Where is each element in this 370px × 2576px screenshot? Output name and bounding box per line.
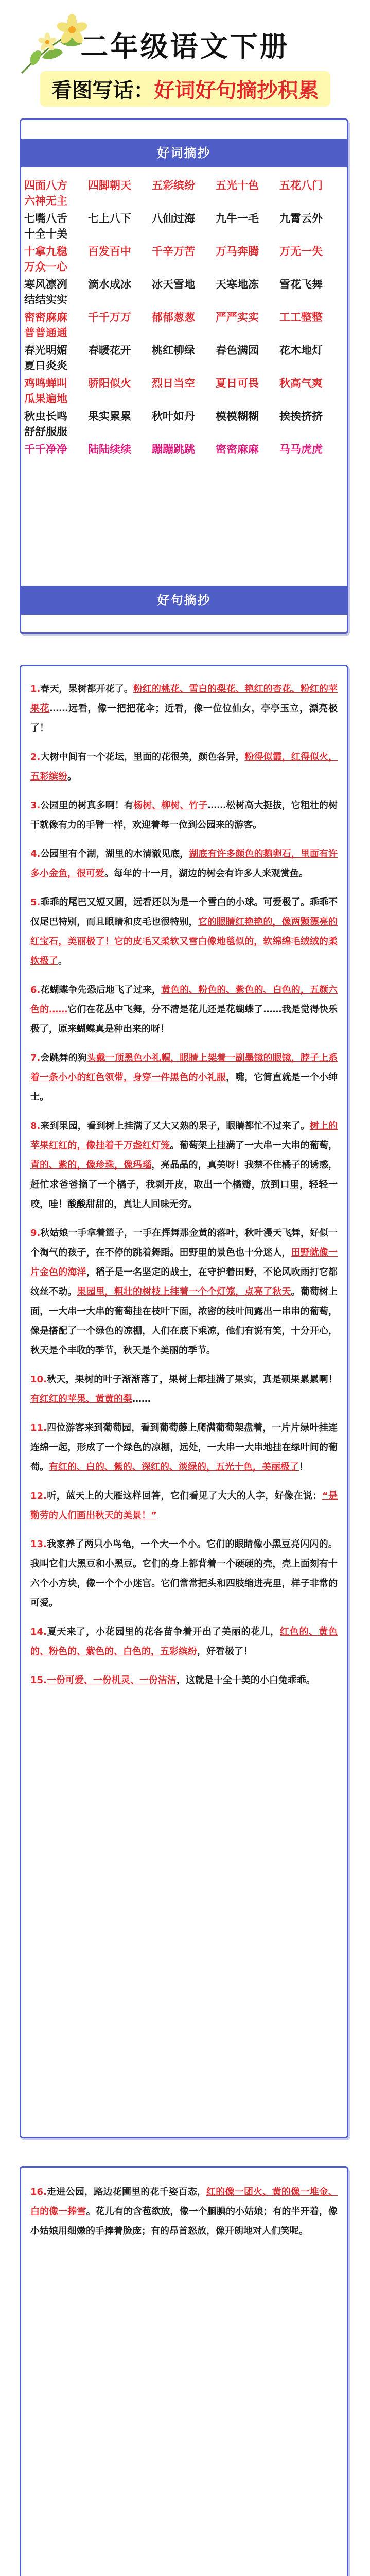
sentence-highlight: 它的眼睛红艳艳的，像两颗漂亮的红宝石，美丽极了！它的皮毛又柔软又雪白像地毯似的，软绵绵毛绒绒的柔软极了 xyxy=(30,917,338,967)
sentence-item xyxy=(30,1224,338,1361)
word-item: 秋叶如丹 xyxy=(152,410,195,422)
sentence-highlight: 湖底有许多颜色的鹅卵石，里面有许多小金鱼，很可爱 xyxy=(30,849,338,879)
sentence-number: 5. xyxy=(30,897,41,908)
word-item: 千千净净 xyxy=(24,443,67,455)
word-item: 万无一失 xyxy=(279,245,323,258)
sentences-list-2 xyxy=(21,2182,347,2250)
sentence-text: 我家养了两只小鸟龟，一个大一个小。它们的眼睛像小黑豆亮闪闪的。我叫它们大黑豆和小黑豆。它们的身上都背着一个硬硬的壳，壳上面刻有十六个小方块，像一个个小迷宫。它们常常把头和四肢缩进壳里，样子非常的可爱。 xyxy=(30,1539,338,1608)
sentence-text: ，好看极了！ xyxy=(197,1646,253,1657)
sentence-number: 8. xyxy=(30,1121,41,1131)
sentence-highlight: 有红的、白的、紫的、深红的、淡绿的，五光十色，美丽极了 xyxy=(49,1462,299,1472)
sentence-number: 4. xyxy=(30,849,41,859)
sentence-text: ，亮晶晶的，真美呀！我禁不住橘子的诱惑，赶忙求爸爸摘了一个橘子，我剥开皮，取出一个橘瓣，放到口里，轻轻一咬，哇！酸酸甜甜的，真让人回味无穷。 xyxy=(30,1160,338,1210)
sentence-text: ！ xyxy=(299,1462,308,1472)
sentence-number: 15. xyxy=(30,1675,47,1686)
word-item: 四脚朝天 xyxy=(88,179,131,192)
word-item: 花木地灯 xyxy=(279,344,323,357)
word-item: 春色满园 xyxy=(216,344,259,357)
word-item: 烈日当空 xyxy=(152,377,195,389)
word-item: 天寒地冻 xyxy=(216,278,259,291)
sentence-highlight: 红的像一团火、黄的像一堆金、白的像一捧雪 xyxy=(30,2187,338,2217)
subtitle-part-b: 好词好句摘抄积累 xyxy=(154,78,319,103)
sentence-highlight: 粉红的桃花、雪白的梨花、艳红的杏花、粉红的苹果花 xyxy=(30,684,338,714)
word-row xyxy=(24,178,343,209)
sentence-text: 。 xyxy=(58,956,67,967)
sentence-text: 。每年的十一月，湖边的树会有许多人来观赏鱼。 xyxy=(104,868,308,879)
word-row xyxy=(24,409,343,439)
word-item: 滴水成冰 xyxy=(88,278,131,291)
word-row xyxy=(24,442,343,457)
sentence-text: 。 xyxy=(67,771,77,782)
sentence-number: 12. xyxy=(30,1490,47,1501)
word-item: 百发百中 xyxy=(88,245,131,258)
word-row xyxy=(24,376,343,406)
word-item: 密密麻麻 xyxy=(24,311,67,324)
sentence-item xyxy=(30,893,338,971)
sentence-highlight: 一份可爱、一份机灵、一份洁洁 xyxy=(46,1675,177,1686)
sentences-card-2 xyxy=(20,2166,348,2576)
word-item: 桃红柳绿 xyxy=(152,344,195,357)
sentence-text: 乖乖的尾巴又短又圆，远看还以为是一个雪白的小球。可爱极了。乖乖不仅尾巴特别，而且眼睛和皮毛也很特别， xyxy=(30,897,338,927)
word-item: 千辛万苦 xyxy=(152,245,195,258)
word-item: 马马虎虎 xyxy=(279,443,323,455)
sentence-highlight: 有红红的苹果、黄黄的梨 xyxy=(30,1394,132,1404)
sentence-text: 四位游客来到葡萄园，看到葡萄藤上爬满葡萄架盘着，一片片绿叶挂连连绵一起，形成了一个绿色的凉棚，远处，一大串一大串地挂在绿叶间的葡萄。 xyxy=(30,1422,338,1472)
words-card xyxy=(20,118,348,634)
sentence-item xyxy=(30,1535,338,1613)
sentence-text: 它们在花丛中飞舞，分不清是花儿还是花蝴蝶了……我是觉得快乐极了，原来蝴蝶真是种出来的呀！ xyxy=(30,1004,338,1035)
word-item: 五花八门 xyxy=(279,179,323,192)
sentence-text: ，稻子是一名坚定的战士，在守护着田野，不论风吹雨打它都纹丝不动。 xyxy=(30,1267,338,1297)
word-item: 普普通通 xyxy=(24,327,67,339)
sentence-text: ，嘴，它简直就是一个小绅士。 xyxy=(30,1072,338,1103)
word-item: 陆陆续续 xyxy=(88,443,131,455)
word-item: 千千万万 xyxy=(88,311,131,324)
sentence-text: 公园里有个湖，湖里的水清澈见底， xyxy=(40,849,189,859)
sentence-text: ……远看，像一把把花伞；近看，像一位位仙女，亭亭玉立，漂亮极了！ xyxy=(30,703,338,734)
header xyxy=(0,0,370,108)
sentence-highlight: 黄色的、粉色的、紫色的、白色的，五颜六色的…… xyxy=(30,985,338,1015)
word-item: 九霄云外 xyxy=(279,212,323,225)
sentence-highlight: 果园里，粗壮的树枝上挂着一个个灯笼，点亮了秋天 xyxy=(77,1286,291,1297)
page-title: 二年级语文下册 xyxy=(80,30,290,63)
word-item: 四面八方 xyxy=(24,179,67,192)
sentence-number: 1. xyxy=(30,684,41,694)
word-item: 雪花飞舞 xyxy=(279,278,323,291)
word-item: 结结实实 xyxy=(24,294,67,306)
word-item: 鸡鸣蝉叫 xyxy=(24,377,67,389)
sentence-number: 6. xyxy=(30,985,41,995)
sentence-item xyxy=(30,1622,338,1662)
sentence-highlight: 青的、紫的，像珍珠，像玛瑙 xyxy=(30,1160,152,1171)
sentence-number: 11. xyxy=(30,1422,47,1433)
sentence-highlight: “是勤劳的人们画出秋天的美景！” xyxy=(30,1490,338,1521)
word-item: 工工整整 xyxy=(279,311,323,324)
word-item: 七上八下 xyxy=(88,212,131,225)
sentence-number: 14. xyxy=(30,1626,47,1637)
sentence-text: 花蝴蝶争先恐后地飞了过来， xyxy=(40,985,162,995)
subtitle-wrap xyxy=(0,71,370,107)
sentence-number: 2. xyxy=(30,752,41,762)
sentence-number: 16. xyxy=(30,2187,47,2197)
sentence-item xyxy=(30,1671,338,1690)
sentence-item xyxy=(30,1418,338,1477)
word-item: 寒风凛冽 xyxy=(24,278,67,291)
word-item: 严严实实 xyxy=(216,311,259,324)
word-item: 春暖花开 xyxy=(88,344,131,357)
sentence-item xyxy=(30,796,338,835)
word-item: 七嘴八舌 xyxy=(24,212,67,225)
word-item: 十拿九稳 xyxy=(24,245,67,258)
word-item: 挨挨挤挤 xyxy=(279,410,323,422)
sentence-highlight: 田野就像一片金色的海洋 xyxy=(30,1247,338,1278)
word-item: 骄阳似火 xyxy=(88,377,131,389)
word-item: 万马奔腾 xyxy=(216,245,259,258)
sentence-item xyxy=(30,1486,338,1526)
subtitle-part-a: 看图写话： xyxy=(51,78,154,103)
word-row xyxy=(24,244,343,275)
word-item: 五光十色 xyxy=(216,179,259,192)
sentence-number: 9. xyxy=(30,1228,41,1239)
word-item: 秋高气爽 xyxy=(279,377,323,389)
sentence-item xyxy=(30,2182,338,2241)
sentence-text: …… xyxy=(132,1394,151,1404)
sentence-item xyxy=(30,1370,338,1409)
word-row xyxy=(24,211,343,242)
sentence-text: 秋天，果树的叶子渐渐落了，果树上都挂满了果实，真是硕果累累啊！ xyxy=(46,1374,338,1385)
sentence-item xyxy=(30,1116,338,1214)
sentence-text: ，这就是十全十美的小白兔乖乖。 xyxy=(176,1675,315,1686)
word-item: 夏日可畏 xyxy=(216,377,259,389)
sentence-item xyxy=(30,1048,338,1107)
sentence-highlight: 红色的、黄色的、粉色的、紫色的、白色的，五彩缤纷 xyxy=(30,1626,338,1657)
sentences-list-1 xyxy=(21,680,347,1700)
sentence-item xyxy=(30,844,338,884)
sentence-item xyxy=(30,680,338,738)
word-item: 五彩缤纷 xyxy=(152,179,195,192)
subtitle xyxy=(40,71,330,107)
sentence-text: 会跳舞的狗 xyxy=(40,1053,87,1063)
words-list xyxy=(24,178,343,459)
word-item: 冰天雪地 xyxy=(152,278,195,291)
sentence-text: 听，蓝天上的大雁这样回答，它们看见了大大的人字，好像在说： xyxy=(46,1490,322,1501)
sentence-text: 。葡萄树上面，一大串一大串的葡萄挂在枝叶下面，浓密的枝叶间露出一串串的葡萄，像是搭配了一个绿色的凉棚，人们在底下乘凉，他们有说有笑，十分开心，秋天是个丰收的季节，秋天是个美丽的季节。 xyxy=(30,1286,338,1356)
sentence-number: 13. xyxy=(30,1539,47,1550)
sentence-text: 。葡萄架上挂满了一大串一大串的葡萄， xyxy=(170,1140,338,1151)
word-item: 蹦蹦跳跳 xyxy=(152,443,195,455)
word-item: 郁郁葱葱 xyxy=(152,311,195,324)
word-row xyxy=(24,310,343,341)
sentence-text: 来到果园，看到树上挂满了又大又熟的果子，眼睛都忙不过来了。 xyxy=(40,1121,310,1131)
word-item: 瓜果遍地 xyxy=(24,393,67,405)
sentence-text: 大树中间有一个花坛，里面的花很美，颜色各异， xyxy=(40,752,245,762)
word-item: 舒舒服服 xyxy=(24,426,67,438)
sentence-text: 春天，果树都开花了。 xyxy=(40,684,133,694)
sentence-highlight: 树上的苹果红红的，像挂着千万盏红灯笼 xyxy=(30,1121,338,1151)
word-item: 九牛一毛 xyxy=(216,212,259,225)
sentence-number: 3. xyxy=(30,800,41,811)
words-banner: 好词摘抄 xyxy=(21,139,347,167)
word-item: 十全十美 xyxy=(24,228,67,240)
sentence-highlight: 粉得似霞，红得似火，五彩缤纷 xyxy=(30,752,338,782)
word-row xyxy=(24,277,343,308)
sentence-text: 。花儿有的含苞欲放，像一个腼腆的小姑娘；有的半开着，像小姑娘用细嫩的手捧着脸庞；有的昂首怒放，像开朗地对人们笑呢。 xyxy=(30,2206,338,2236)
sentence-text: 走进公园，路边花圃里的花千姿百态， xyxy=(46,2187,207,2197)
word-item: 果实累累 xyxy=(88,410,131,422)
sentence-text: 夏天来了，小花园里的花各苗争着开出了美丽的花儿， xyxy=(46,1626,280,1637)
sentence-text: ……松树高大挺拔，它粗壮的树干就像有力的手臂一样，欢迎着每一位到公园来的游客。 xyxy=(30,800,338,831)
word-item: 万众一心 xyxy=(24,261,67,273)
word-item: 六神无主 xyxy=(24,195,67,207)
word-row xyxy=(24,343,343,374)
sentence-item xyxy=(30,748,338,787)
word-item: 夏日炎炎 xyxy=(24,360,67,372)
sentence-highlight: 杨树、柳树、竹子 xyxy=(133,800,208,811)
sentence-text: 公园里的树真多啊！有 xyxy=(40,800,133,811)
word-item: 春光明媚 xyxy=(24,344,67,357)
sentence-item xyxy=(30,980,338,1039)
sentence-highlight: 头戴一顶黑色小礼帽，眼睛上架着一副墨镜的眼镜，脖子上系着一条小小的红色领带，身穿一件黑色的小礼服 xyxy=(30,1053,338,1083)
word-item: 模模糊糊 xyxy=(216,410,259,422)
word-item: 秋虫长鸣 xyxy=(24,410,67,422)
word-item: 八仙过海 xyxy=(152,212,195,225)
word-item: 密密麻麻 xyxy=(216,443,259,455)
sentences-banner: 好句摘抄 xyxy=(21,586,347,615)
sentence-text: 秋姑娘一手拿着篮子，一手在挥舞那金黄的落叶，秋叶漫天飞舞，好似一个淘气的孩子，在不停的跳着舞蹈。田野里的景色也十分迷人， xyxy=(30,1228,338,1258)
sentence-number: 10. xyxy=(30,1374,47,1385)
sentence-number: 7. xyxy=(30,1053,41,1063)
sentences-card-1 xyxy=(20,665,348,2138)
